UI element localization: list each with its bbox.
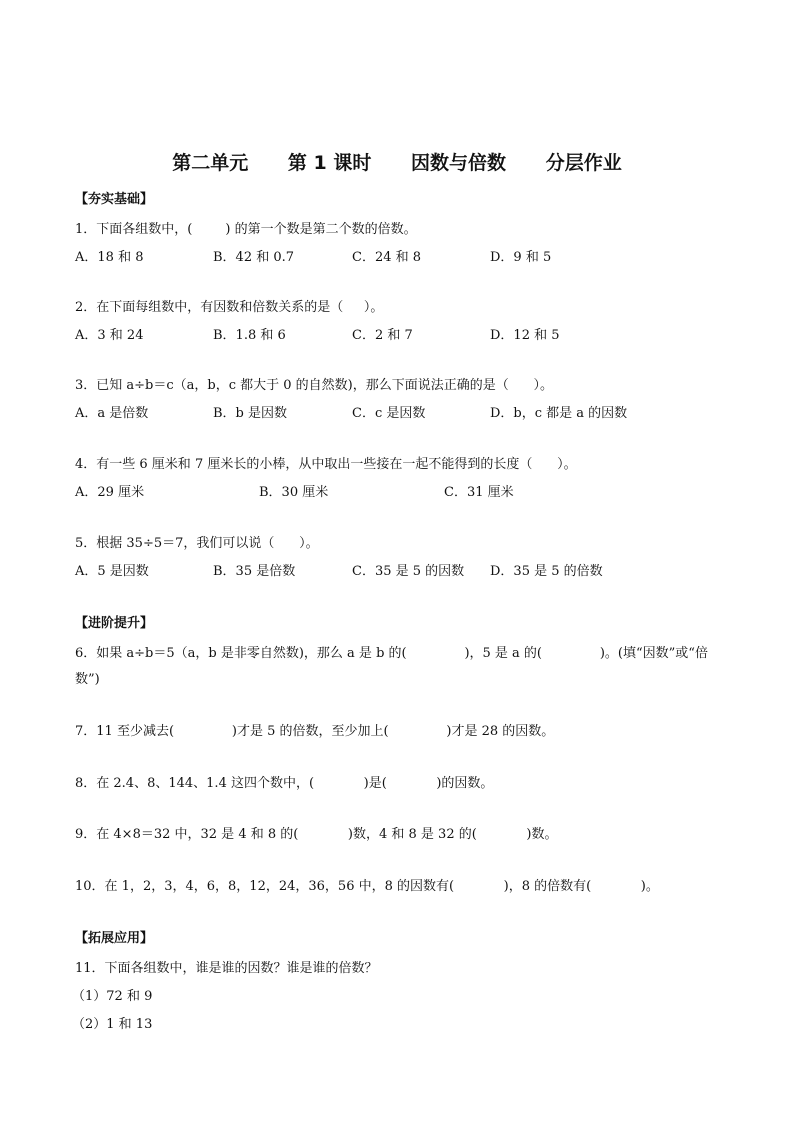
- q7-stem: 7．11 至少减去( )才是 5 的倍数，至少加上( )才是 28 的因数。: [75, 724, 555, 739]
- q8-stem: 8．在 2.4、8、144、1.4 这四个数中，( )是( )的因数。: [75, 776, 494, 791]
- q2-option-a: A．3 和 24: [75, 328, 144, 343]
- q4-option-a: A．29 厘米: [75, 485, 145, 500]
- q3-option-d: D．b，c 都是 a 的因数: [490, 406, 628, 421]
- q9-stem: 9．在 4×8＝32 中，32 是 4 和 8 的( )数，4 和 8 是 32 的( )数。: [75, 827, 558, 842]
- q1-option-a: A．18 和 8: [75, 250, 144, 265]
- page-title: 第二单元 第 1 课时 因数与倍数 分层作业: [172, 152, 622, 174]
- q1-option-b: B．42 和 0.7: [213, 250, 295, 265]
- section-extend: 【拓展应用】: [75, 931, 154, 946]
- q6-line-2: 数”): [75, 672, 100, 687]
- q5-option-d: D．35 是 5 的倍数: [490, 564, 603, 579]
- q1-stem: 1．下面各组数中，( ) 的第一个数是第二个数的倍数。: [75, 222, 417, 237]
- section-basic: 【夯实基础】: [75, 192, 154, 207]
- q1-option-d: D．9 和 5: [490, 250, 552, 265]
- q5-option-a: A．5 是因数: [75, 564, 149, 579]
- section-advanced: 【进阶提升】: [75, 616, 154, 631]
- q2-stem: 2．在下面每组数中，有因数和倍数关系的是（ ）。: [75, 300, 384, 315]
- q11-part-2: （2）1 和 13: [72, 1017, 153, 1032]
- q4-stem: 4．有一些 6 厘米和 7 厘米长的小棒，从中取出一些接在一起不能得到的长度（ ）。: [75, 457, 577, 472]
- q5-stem: 5．根据 35÷5＝7，我们可以说（ ）。: [75, 536, 319, 551]
- q5-option-b: B．35 是倍数: [213, 564, 296, 579]
- q10-stem: 10．在 1，2，3，4，6，8，12，24，36，56 中，8 的因数有( )，8 的倍数有( )。: [75, 879, 659, 894]
- q3-option-c: C．c 是因数: [352, 406, 426, 421]
- q3-option-a: A．a 是倍数: [75, 406, 149, 421]
- q3-stem: 3．已知 a÷b＝c（a，b，c 都大于 0 的自然数)，那么下面说法正确的是（ ）。: [75, 378, 554, 393]
- q4-option-c: C．31 厘米: [444, 485, 514, 500]
- q11-part-1: （1）72 和 9: [72, 989, 153, 1004]
- q5-option-c: C．35 是 5 的因数: [352, 564, 465, 579]
- q2-option-d: D．12 和 5: [490, 328, 560, 343]
- q2-option-b: B．1.8 和 6: [213, 328, 286, 343]
- q11-stem: 11．下面各组数中，谁是谁的因数？谁是谁的倍数？: [75, 961, 378, 976]
- q4-option-b: B．30 厘米: [259, 485, 329, 500]
- q2-option-c: C．2 和 7: [352, 328, 413, 343]
- q3-option-b: B．b 是因数: [213, 406, 288, 421]
- q6-line-1: 6．如果 a÷b＝5（a，b 是非零自然数)，那么 a 是 b 的( )，5 是 a 的( )。(填“因数”或“倍: [75, 646, 708, 661]
- q1-option-c: C．24 和 8: [352, 250, 422, 265]
